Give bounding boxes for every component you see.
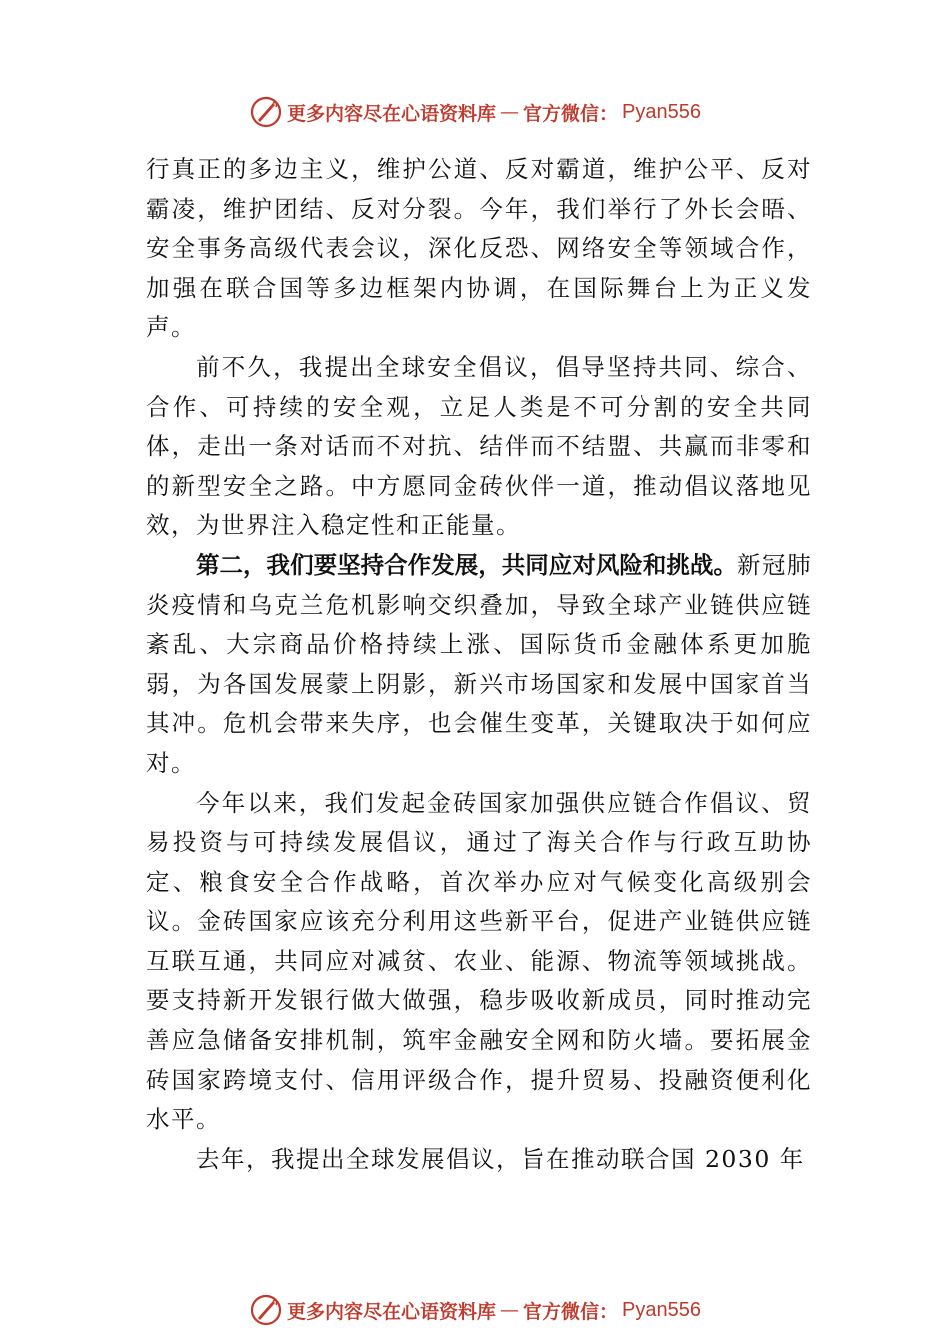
paragraph-3 <box>146 546 812 784</box>
document-body <box>146 150 812 1179</box>
quill-logo-icon <box>249 1293 283 1327</box>
paragraph-5: 去年，我提出全球发展倡议，旨在推动联合国 2030 年 <box>196 1144 805 1173</box>
paragraph-2: 前不久，我提出全球安全倡议，倡导坚持共同、综合、合作、可持续的安全观，立足人类是不可分割的安全共同体，走出一条对话而不对抗、结伴而不结盟、共赢而非零和的新型安全之路。中方愿同金砖伙伴一道，推动倡议落地见效，为世界注入稳定性和正能量。 <box>146 352 812 540</box>
quill-logo-icon <box>249 95 283 129</box>
header-wechat-label: 官方微信： <box>523 102 619 125</box>
header-banner <box>0 92 950 132</box>
footer-separator: — <box>500 1299 520 1321</box>
paragraph-1: 行真正的多边主义，维护公道、反对霸道，维护公平、反对霸凌，维护团结、反对分裂。今年，我们举行了外长会晤、安全事务高级代表会议，深化反恐、网络安全等领域合作，加强在联合国等多边框架内协调，在国际舞台上为正义发声。 <box>146 155 812 342</box>
footer-wechat-id: Pyan556 <box>622 1298 701 1321</box>
header-separator: — <box>500 101 520 123</box>
paragraph-3-lead: 第二，我们要坚持合作发展，共同应对风险和挑战。 <box>196 550 737 579</box>
header-brand-text: 更多内容尽在心语资料库 <box>287 102 497 125</box>
paragraph-3-rest: 新冠肺炎疫情和乌克兰危机影响交织叠加，导致全球产业链供应链紊乱、大宗商品价格持续上涨、国际货币金融体系更加脆弱，为各国发展蒙上阴影，新兴市场国家和发展中国家首当其冲。危机会带来失序，也会催生变革，关键取决于如何应对。 <box>146 550 813 777</box>
footer-wechat-label: 官方微信： <box>523 1300 619 1323</box>
footer-banner <box>0 1290 950 1330</box>
paragraph-4: 今年以来，我们发起金砖国家加强供应链合作倡议、贸易投资与可持续发展倡议，通过了海关合作与行政互助协定、粮食安全合作战略，首次举办应对气候变化高级别会议。金砖国家应该充分利用这些新平台，促进产业链供应链互联互通，共同应对减贫、农业、能源、物流等领域挑战。要支持新开发银行做大做强，稳步吸收新成员，同时推动完善应急储备安排机制，筑牢金融安全网和防火墙。要拓展金砖国家跨境支付、信用评级合作，提升贸易、投融资便利化水平。 <box>146 788 812 1134</box>
footer-brand-text: 更多内容尽在心语资料库 <box>287 1300 497 1323</box>
header-wechat-id: Pyan556 <box>622 100 701 123</box>
